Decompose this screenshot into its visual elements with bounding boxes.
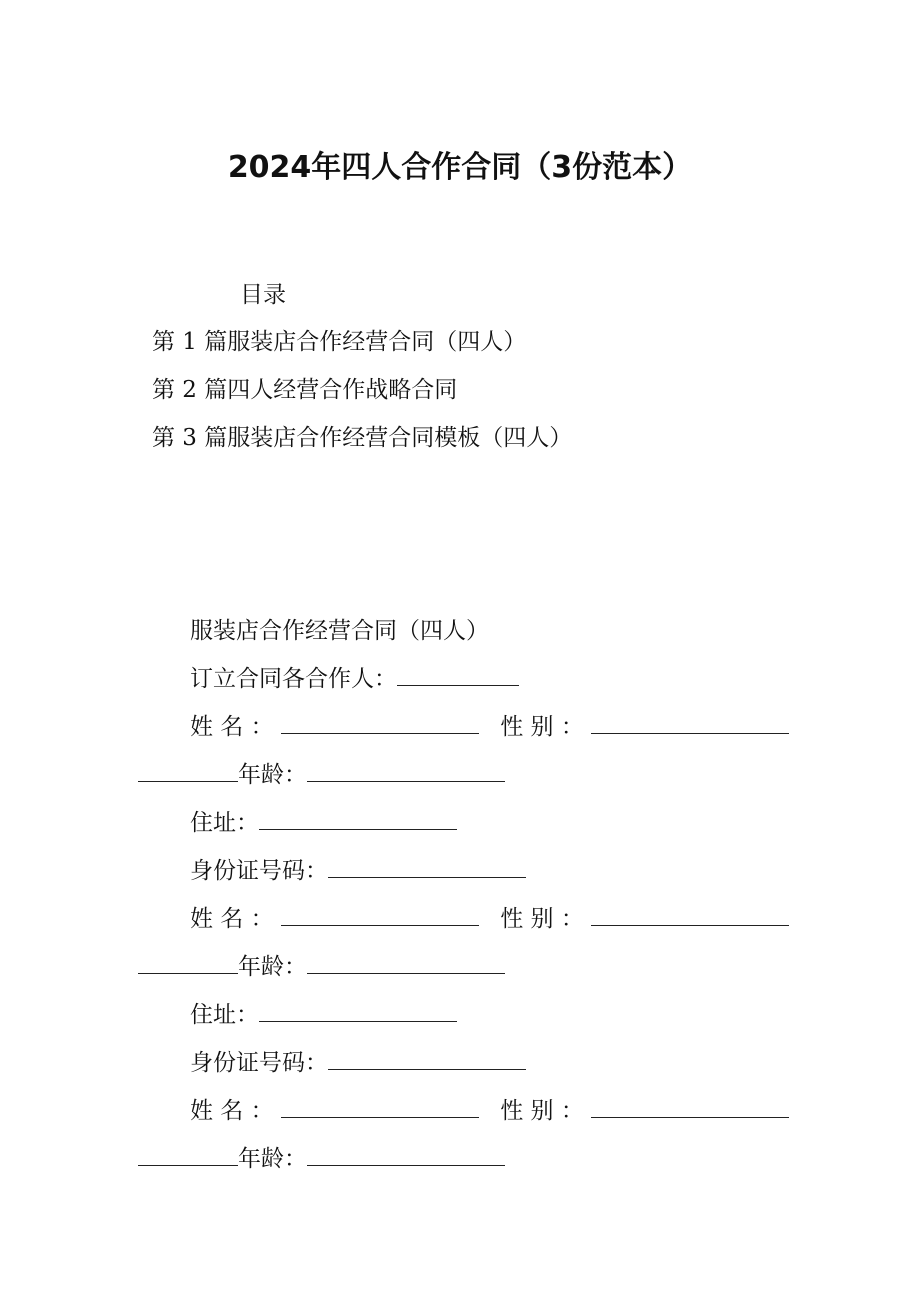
age-blank (307, 759, 505, 782)
partner-3-name-gender (190, 1095, 789, 1127)
partner-1-address (190, 807, 457, 839)
toc-item-2[interactable]: 第 2 篇四人经营合作战略合同 (152, 377, 458, 403)
partner-2-address (190, 999, 457, 1031)
partner-3-age (138, 1143, 505, 1175)
name-blank (281, 1095, 479, 1118)
address-blank (259, 999, 457, 1022)
toc-heading: 目录 (240, 282, 286, 308)
age-label: 年龄： (238, 1146, 307, 1172)
id-label: 身份证号码： (190, 858, 328, 884)
id-blank (328, 855, 526, 878)
gender-blank (591, 711, 789, 734)
section-title: 服装店合作经营合同（四人） (190, 618, 489, 644)
name-blank (281, 903, 479, 926)
partner-2-id (190, 1047, 526, 1079)
toc-item-1[interactable]: 第 1 篇服装店合作经营合同（四人） (152, 329, 527, 355)
name-label: 姓 名 ： (190, 1098, 274, 1124)
gender-label: 性 别 ： (500, 1098, 584, 1124)
age-label: 年龄： (238, 762, 307, 788)
name-blank (281, 711, 479, 734)
gender-blank-cont (138, 1143, 238, 1166)
age-blank (307, 951, 505, 974)
address-label: 住址： (190, 1002, 259, 1028)
gender-blank-cont (138, 759, 238, 782)
gender-label: 性 别 ： (500, 906, 584, 932)
id-blank (328, 1047, 526, 1070)
age-label: 年龄： (238, 954, 307, 980)
gender-blank (591, 903, 789, 926)
gender-blank-cont (138, 951, 238, 974)
id-label: 身份证号码： (190, 1050, 328, 1076)
partner-2-age (138, 951, 505, 983)
gender-blank (591, 1095, 789, 1118)
parties-label: 订立合同各合作人： (190, 666, 397, 692)
toc-item-3[interactable]: 第 3 篇服装店合作经营合同模板（四人） (152, 425, 573, 451)
address-label: 住址： (190, 810, 259, 836)
partner-1-age (138, 759, 505, 791)
partner-2-name-gender (190, 903, 789, 935)
age-blank (307, 1143, 505, 1166)
gender-label: 性 别 ： (500, 714, 584, 740)
partner-1-name-gender (190, 711, 789, 743)
address-blank (259, 807, 457, 830)
name-label: 姓 名 ： (190, 714, 274, 740)
name-label: 姓 名 ： (190, 906, 274, 932)
parties-line (190, 663, 519, 695)
document-title: 2024年四人合作合同（3份范本） (227, 150, 693, 185)
partner-1-id (190, 855, 526, 887)
parties-blank (397, 663, 519, 686)
